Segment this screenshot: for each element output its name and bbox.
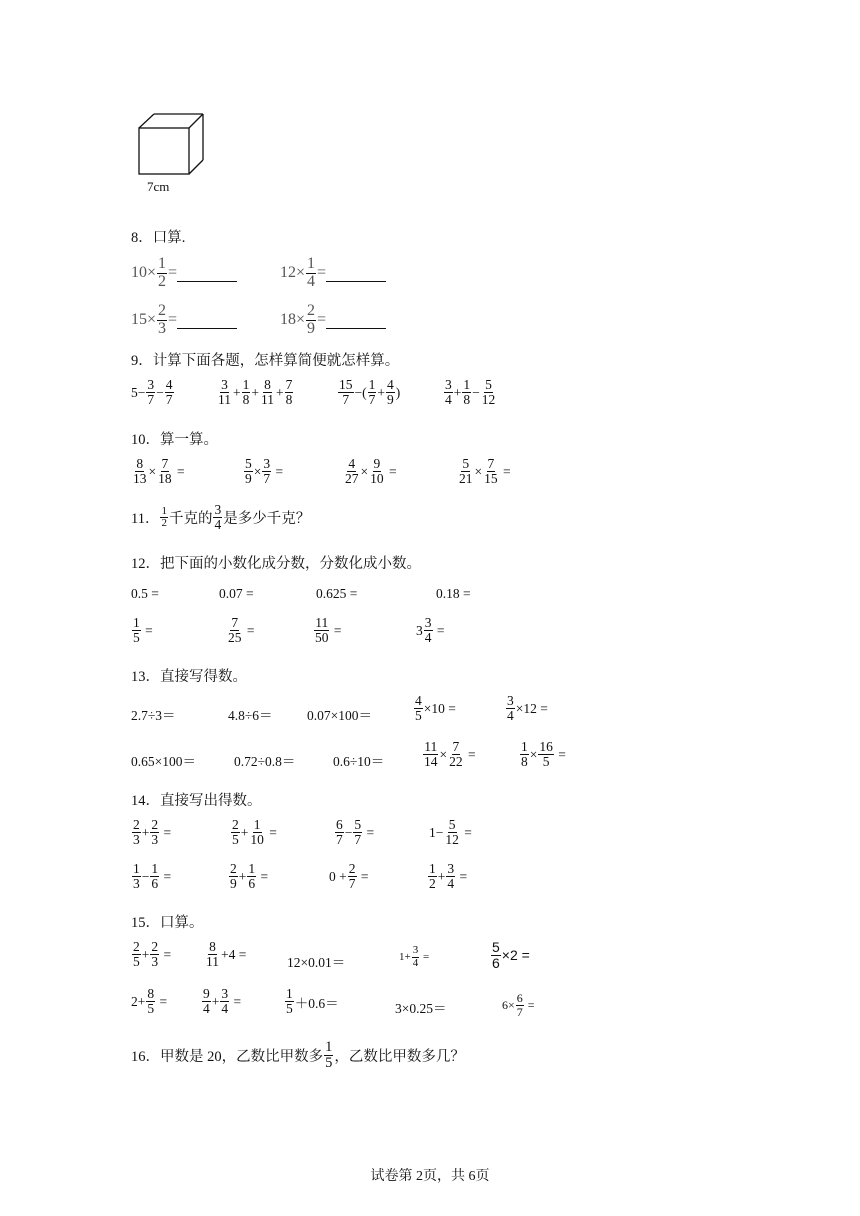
q12-title: 12．把下面的小数化成分数，分数化成小数。: [131, 556, 421, 572]
answer-blank[interactable]: [177, 281, 237, 282]
q14-expr-2: 2 5 + 1 10 =: [232, 817, 277, 848]
q15-expr-1: 2 5 + 2 3 =: [133, 939, 172, 970]
q14-expr-1: 2 3 + 2 3 =: [133, 817, 172, 848]
q14-expr-4: 1 − 5 12 =: [429, 817, 472, 848]
q13-title: 13．直接写得数。: [131, 669, 247, 685]
q9-expr-3: 15 7 −( 1 7 + 4 9 ): [339, 377, 401, 408]
q14-expr-5: 1 3 − 1 6 =: [133, 861, 172, 892]
q13-r2-2: 0.72÷0.8＝: [234, 754, 296, 769]
q15-expr-4: 1+ $\frac{3}{4}$ =: [399, 944, 430, 969]
q15-expr-6: 2+ $\frac{8}{5}$ =: [131, 986, 168, 1017]
q11-question: 11． 1 2 千克的 3 4 是多少千克？: [131, 502, 311, 533]
q10-title: 10．算一算。: [131, 432, 218, 448]
q10-expr-1: 8 13 × 7 18 =: [133, 456, 185, 487]
q12-fraction-3: $\frac{11}{50}$ =: [315, 615, 342, 646]
q15-expr-3: 12×0.01＝: [287, 955, 346, 970]
cube-figure: [132, 110, 212, 185]
q13-r1-2: 4.8÷6＝: [228, 708, 273, 723]
q15-expr-8: 1 5 ＋0.6＝: [286, 986, 339, 1017]
q8-title: 8．口算.: [131, 230, 186, 246]
q14-expr-3: 6 7 − 5 7 =: [336, 817, 375, 848]
q13-r1-1: 2.7÷3＝: [131, 708, 176, 723]
q14-title: 14．直接写出得数。: [131, 793, 262, 809]
q15-expr-2: 8 11 +4 =: [206, 939, 247, 970]
q8-item-3: 15 × $\frac{2}{3}$ =: [131, 303, 237, 338]
q9-expr-2: 3 11 + 1 8 + 8 11 + 7 8: [218, 377, 293, 408]
cube-drawing: [132, 110, 212, 180]
q16-question: 16．甲数是 20，乙数比甲数多 1 5 ，乙数比甲数多几？: [131, 1039, 465, 1072]
q12-decimal-4: 0.18 =: [436, 586, 471, 601]
q12-fraction-2: $\frac{7}{25}$ =: [228, 615, 255, 646]
q12-decimal-1: 0.5 =: [131, 586, 159, 601]
q15-title: 15．口算。: [131, 915, 204, 931]
q9-expr-1: 5 − 3 7 − 4 7: [131, 377, 173, 408]
q14-expr-8: 1 2 + 3 4 =: [429, 861, 468, 892]
q10-expr-2: 5 9 × 3 7 =: [245, 456, 284, 487]
q12-decimal-2: 0.07 =: [219, 586, 254, 601]
q8-item-2: 12 × $\frac{1}{4}$ =: [280, 256, 386, 291]
q15-expr-10: 6× $\frac{6}{7}$ =: [502, 991, 535, 1019]
q13-r1-3: 0.07×100＝: [307, 708, 372, 723]
answer-blank[interactable]: [177, 328, 237, 329]
q15-expr-9: 3×0.25＝: [395, 1001, 447, 1016]
q14-expr-6: 2 9 + 1 6 =: [230, 861, 269, 892]
q12-fraction-1: $\frac{1}{5}$ =: [133, 615, 153, 646]
q9-expr-4: 3 4 + 1 8 − 5 12: [445, 377, 496, 408]
answer-blank[interactable]: [326, 281, 386, 282]
q13-r1-4: $\frac{4}{5}$ ×10 =: [415, 693, 456, 724]
q13-r2-3: 0.6÷10＝: [333, 754, 385, 769]
q12-decimal-3: 0.625 =: [316, 586, 358, 601]
q13-r2-4: 11 14 × 7 22 =: [424, 739, 476, 770]
q13-r2-5: 1 8 × 16 5 =: [521, 739, 566, 770]
q9-title: 9．计算下面各题，怎样算简便就怎样算。: [131, 353, 400, 369]
q8-item-1: 10 × $\frac{1}{2}$ =: [131, 256, 237, 291]
q15-expr-5: $\frac{5}{6}$ ×2 =: [492, 939, 530, 971]
q13-r1-5: $\frac{3}{4}$ ×12 =: [507, 693, 548, 724]
q13-r2-1: 0.65×100＝: [131, 754, 196, 769]
q14-expr-7: 0 + 2 7 =: [329, 861, 369, 892]
q15-expr-7: 9 4 + 3 4 =: [203, 986, 242, 1017]
q10-expr-4: 5 21 × 7 15 =: [459, 456, 511, 487]
answer-blank[interactable]: [326, 328, 386, 329]
cube-label: 7cm: [147, 179, 170, 194]
page-footer: 试卷第 2页，共 6页: [370, 1169, 490, 1184]
q10-expr-3: 4 27 × 9 10 =: [345, 456, 397, 487]
q12-mixed-number: 3 $\frac{3}{4}$ =: [416, 615, 445, 646]
q8-item-4: 18 × $\frac{2}{9}$ =: [280, 303, 386, 338]
